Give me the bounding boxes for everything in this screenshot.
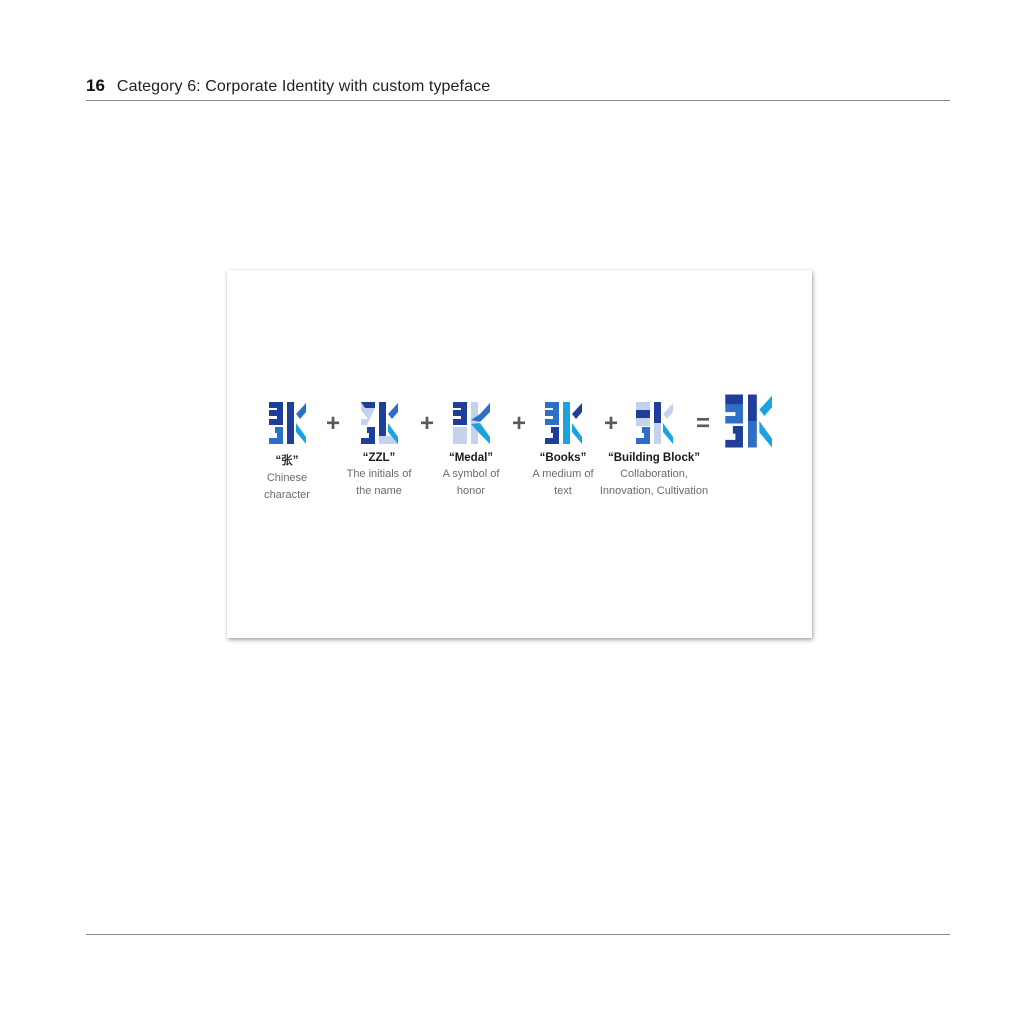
medal-icon	[450, 400, 492, 446]
term-desc-line: A medium of	[532, 468, 594, 480]
logo-concept-figure	[227, 270, 812, 638]
plus-operator: +	[603, 410, 618, 437]
books-icon	[542, 400, 584, 446]
term-title: “Books”	[539, 452, 587, 464]
zzl-initials-icon	[358, 400, 400, 446]
term-chinese-character	[245, 400, 329, 502]
term-title: “ZZL”	[362, 452, 396, 464]
page-title: Category 6: Corporate Identity with custom typeface	[116, 78, 491, 95]
term-zzl	[335, 400, 423, 498]
plus-operator: +	[419, 410, 434, 437]
term-books	[519, 400, 607, 498]
term-desc-line: Chinese	[266, 472, 308, 484]
term-desc-line: Collaboration,	[620, 468, 688, 480]
plus-operator: +	[511, 410, 526, 437]
term-title: “Building Block”	[608, 452, 700, 464]
term-desc-line: honor	[456, 485, 486, 497]
logo-equation	[227, 400, 812, 510]
building-block-icon	[633, 400, 675, 446]
page-header	[86, 76, 950, 101]
term-desc-line: character	[264, 489, 310, 501]
page-number: 16	[86, 76, 105, 95]
term-desc-line: The initials of	[346, 468, 412, 480]
term-desc-line: A symbol of	[442, 468, 500, 480]
zhang-basic-icon	[266, 400, 308, 446]
term-title: “张”	[275, 455, 299, 467]
term-desc-line: Innovation, Cultivation	[599, 485, 709, 497]
result-logo	[719, 392, 777, 450]
term-desc-line: text	[554, 485, 572, 497]
term-title: “Medal”	[448, 452, 494, 464]
zhang-logo-icon	[720, 392, 776, 450]
term-desc-line: the name	[356, 485, 402, 497]
term-medal	[427, 400, 515, 498]
equals-operator: =	[695, 410, 710, 437]
plus-operator: +	[325, 410, 340, 437]
footer-divider	[86, 934, 950, 935]
